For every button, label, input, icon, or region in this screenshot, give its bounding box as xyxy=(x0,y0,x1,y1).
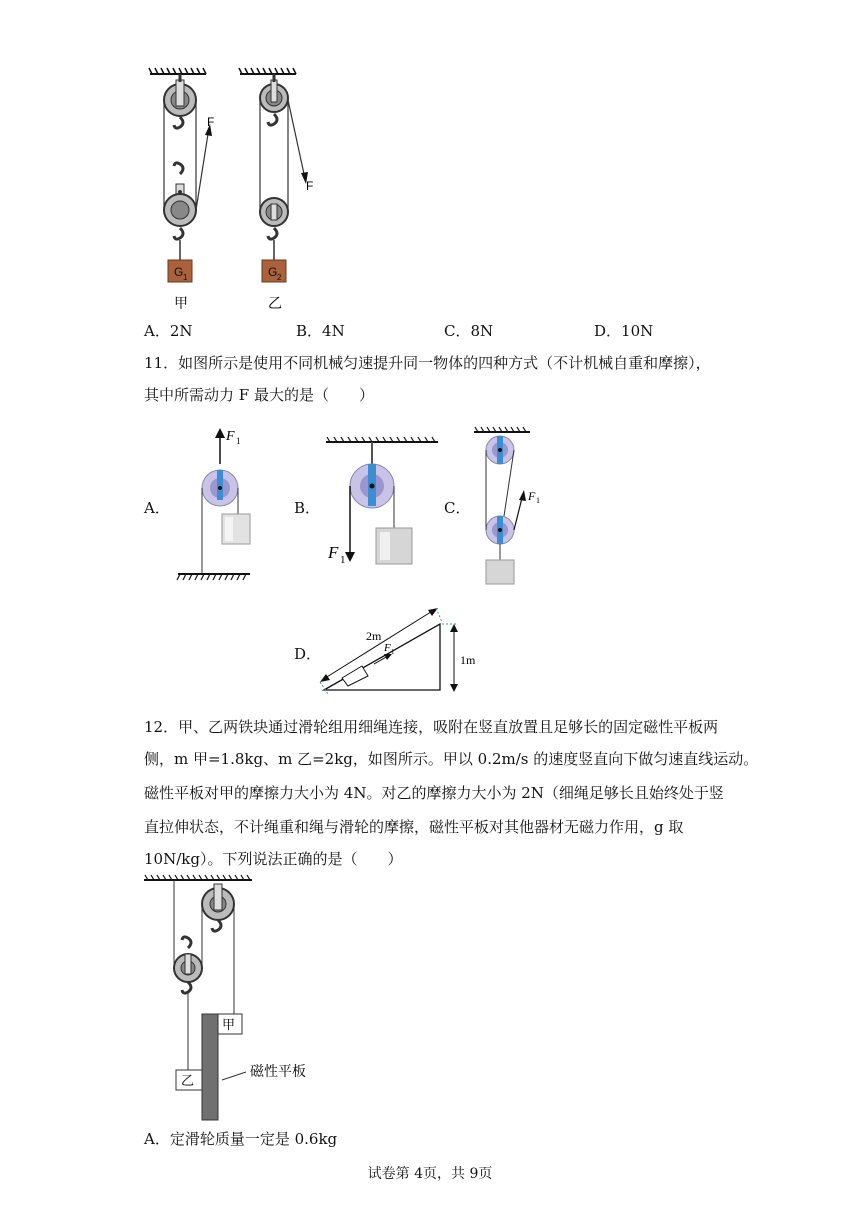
q10-option-a[interactable]: A．2N xyxy=(144,322,193,340)
svg-text:1: 1 xyxy=(183,273,188,282)
svg-text:F: F xyxy=(328,543,339,562)
slope-length-label: 2m xyxy=(366,629,382,643)
q12-figure xyxy=(142,874,342,1124)
force-arrow-right xyxy=(288,100,304,174)
q10-option-c[interactable]: C．8N xyxy=(444,322,494,340)
ceiling-left xyxy=(149,68,206,74)
svg-text:G: G xyxy=(174,265,184,279)
q12-stem-line1: 12．甲、乙两铁块通过滑轮组用细绳连接，吸附在竖直放置且足够长的固定磁性平板两 xyxy=(144,718,719,736)
q11-figure-c xyxy=(470,424,560,586)
q11-label-c[interactable]: C． xyxy=(444,499,471,517)
q11-label-d[interactable]: D． xyxy=(294,645,322,663)
q12-stem-line5: 10N/kg）。下列说法正确的是（ ） xyxy=(144,850,403,868)
q12-stem-line3: 磁性平板对甲的摩擦力大小为 4N。对乙的摩擦力大小为 2N（细绳足够长且始终处于竖 xyxy=(144,784,724,802)
svg-text:F: F xyxy=(384,642,391,654)
svg-text:F: F xyxy=(528,489,536,503)
q11-stem-line2: 其中所需动力 F 最大的是（ ） xyxy=(144,386,374,404)
force-arrow-left xyxy=(196,134,208,210)
q10-option-b[interactable]: B．4N xyxy=(296,322,345,340)
q10-pulley-figure xyxy=(140,62,340,314)
svg-text:1: 1 xyxy=(391,648,395,656)
q11-stem-line1: 11．如图所示是使用不同机械匀速提升同一物体的四种方式（不计机械自重和摩擦）， xyxy=(144,354,711,372)
svg-text:1: 1 xyxy=(236,436,241,446)
weight-g2 xyxy=(262,260,286,282)
q12-option-a[interactable]: A．定滑轮质量一定是 0.6kg xyxy=(144,1130,338,1148)
q10-option-d[interactable]: D．10N xyxy=(594,322,654,340)
q12-stem-line2: 侧，m 甲=1.8kg、m 乙=2kg，如图所示。甲以 0.2m/s 的速度竖直向下做匀速直线运动。 xyxy=(144,750,759,768)
caption-jia: 甲 xyxy=(174,297,188,312)
svg-text:2: 2 xyxy=(277,273,282,282)
fixed-pulley-right xyxy=(260,74,288,125)
weight-g1 xyxy=(168,260,192,282)
q11-figure-a xyxy=(170,424,270,584)
height-label: 1m xyxy=(460,653,476,667)
q11-figure-b xyxy=(322,436,442,572)
q11-label-a[interactable]: A． xyxy=(144,499,170,517)
q11-label-b[interactable]: B． xyxy=(294,499,321,517)
page-footer: 试卷第 4页，共 9页 xyxy=(367,1166,493,1182)
caption-yi: 乙 xyxy=(268,297,282,312)
f-label-left: F xyxy=(207,115,215,129)
svg-text:乙: 乙 xyxy=(181,1073,195,1088)
board-label: 磁性平板 xyxy=(250,1063,306,1079)
ceiling-right xyxy=(239,68,296,74)
svg-text:1: 1 xyxy=(340,554,346,566)
magnetic-board xyxy=(202,1014,218,1120)
movable-pulley-right xyxy=(260,198,288,260)
svg-text:G: G xyxy=(268,265,278,279)
movable-pulley-left xyxy=(164,163,196,260)
f-label-right: F xyxy=(306,179,314,193)
svg-text:甲: 甲 xyxy=(222,1017,236,1032)
q12-stem-line4: 直拉伸状态，不计绳重和绳与滑轮的摩擦，磁性平板对其他器材无磁力作用，g 取 xyxy=(144,818,684,836)
q11-figure-d xyxy=(318,604,488,696)
svg-text:F: F xyxy=(226,429,235,444)
fixed-pulley-left xyxy=(164,74,196,128)
svg-text:1: 1 xyxy=(536,496,540,505)
